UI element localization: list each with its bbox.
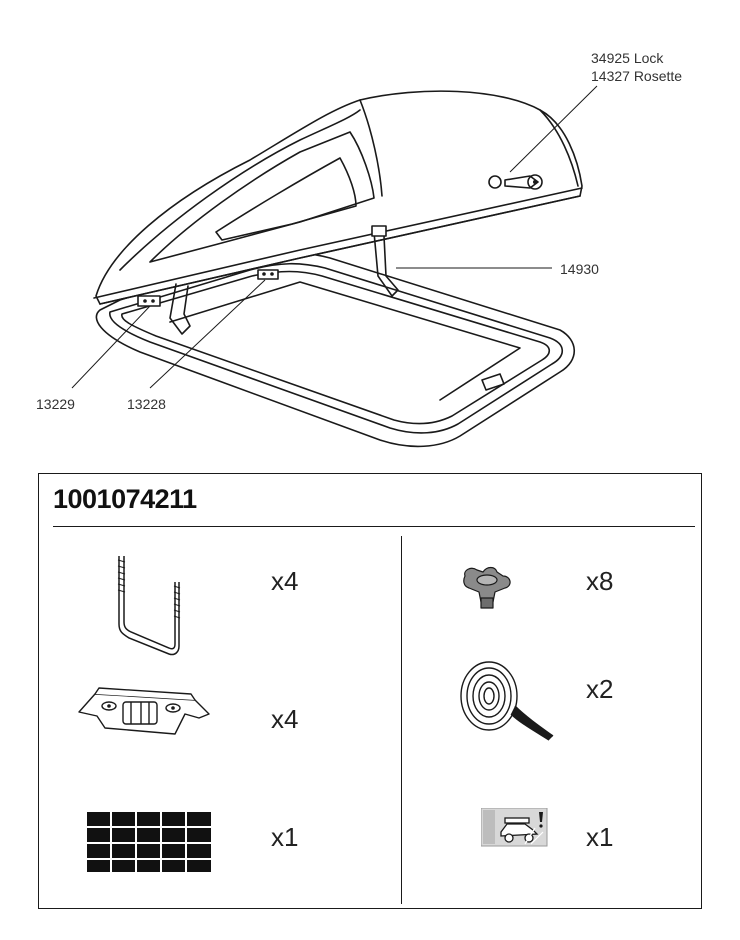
star-knob-icon [459, 558, 515, 614]
u-bolt-icon [99, 552, 189, 660]
bracket-right-callout: 13228 [127, 396, 166, 412]
bracket-left-callout: 13229 [36, 396, 75, 412]
mounting-bracket-quantity: x4 [271, 704, 299, 734]
u-bolt-quantity: x4 [271, 566, 299, 596]
anti-slip-pads-icon [85, 810, 215, 874]
warning-sticker-quantity: x1 [586, 822, 614, 852]
warning-sticker-icon [481, 808, 549, 848]
rosette-callout: 14327 Rosette [591, 68, 683, 84]
strut-callout: 14930 [560, 261, 599, 277]
header-divider [53, 526, 695, 527]
rubber-strip-roll-icon [459, 658, 555, 744]
anti-slip-pads-quantity: x1 [271, 822, 299, 852]
star-knob-quantity: x8 [586, 566, 614, 596]
parts-list-box [38, 473, 702, 909]
mounting-bracket-icon [75, 684, 215, 744]
column-divider [401, 536, 402, 904]
lock-callout: 34925 Lock [591, 50, 664, 66]
article-number: 1001074211 [53, 484, 197, 514]
rubber-strip-roll-quantity: x2 [586, 674, 614, 704]
